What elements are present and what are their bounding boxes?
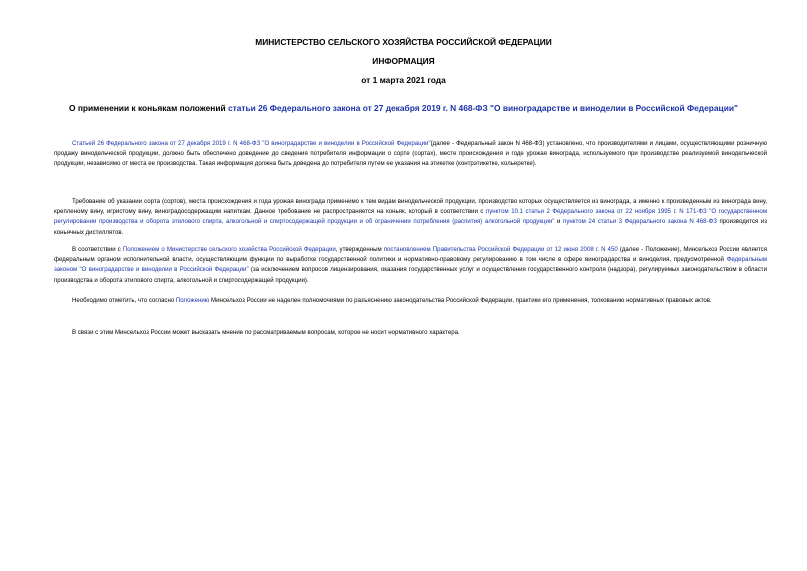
title-prefix: О применении к коньякам положений	[69, 103, 228, 113]
paragraph-3-text-a: В соответствии с	[72, 246, 123, 253]
paragraph-2-text-b: и	[554, 218, 564, 226]
ministry-heading: МИНИСТЕРСТВО СЕЛЬСКОГО ХОЗЯЙСТВА РОССИЙСКОЙ ФЕДЕРАЦИИ	[255, 37, 552, 47]
paragraph-2	[54, 197, 767, 238]
ministry-regulation-link[interactable]: Положением о Министерстве сельского хозяйства Российской Федерации	[122, 246, 336, 253]
paragraph-4-text-b: Минсельхоз России не наделен полномочиями по разъяснению законодательства Российской Федерации, практики его применения, толкованию нормативных правовых актов.	[209, 297, 712, 304]
paragraph-2-text-a: Требование об указании сорта (сортов), места происхождения и года урожая винограда применимо к тем видам винодельческой продукции, производство которых осуществляется из винограда, а именно к произведенным из винограда вину, крепленому вину, игристому вину, виноградосодержащим напиткам. Данное требование не распространяется на коньяк, который в соответствии с	[54, 198, 767, 216]
paragraph-3-text-c: (далее - Положение), Минсельхоз России является федеральным органом исполнительной власти, осуществляющим функции по выработке государственной политики и нормативно-правовому регулированию в том числе в сфере виноградарства и виноделия, предусмотренной	[54, 246, 768, 264]
paragraph-2-text-c: производится из коньячных дистиллятов.	[54, 218, 767, 236]
paragraph-4-text-a: Необходимо отметить, что согласно	[72, 297, 176, 304]
doc-date: от 1 марта 2021 года	[361, 75, 446, 85]
paragraph-3-text-b: , утвержденным	[335, 246, 384, 253]
paragraph-5-text: В связи с этим Минсельхоз России может высказать мнение по рассматриваемым вопросам, которое не носит нормативного характера.	[72, 329, 460, 336]
paragraph-1	[54, 139, 767, 170]
federal-law-viticulture-link[interactable]: Федеральным законом "О виноградарстве и виноделии в Российской Федерации"	[54, 256, 767, 274]
law-468-point-24-link[interactable]: пунктом 24 статьи 3 Федерального закона N 468-ФЗ	[563, 218, 717, 226]
paragraph-1-text: (далее - Федеральный закон N 468-ФЗ) установлено, что производителями и лицами, осуществляющими розничную продажу винодельческой продукции, должно быть обеспечено доведение до сведения потребителя информации о сорте (сортах), месте происхождения и годе урожая винограда, используемого при производстве реализуемой винодельческой продукции, независимо от места ее производства. Такая информация должна быть доведена до потребителя путем ее указания на этикетке (контрэтикетке, кольеретке).	[54, 140, 767, 168]
doc-type-heading: ИНФОРМАЦИЯ	[372, 56, 435, 66]
paragraph-3-text-d: (за исключением вопросов лицензирования, оказания государственных услуг и осуществления государственного контроля (надзора), регулируемых законодательством в области производства и оборота этилового спирта, алкогольной и спиртосодержащей продукции).	[54, 266, 768, 284]
law-171-point-10-1-link[interactable]: пунктом 10.1 статьи 2 Федерального закона от 22 ноября 1995 г. N 171-ФЗ "О государственном регулировании производства и оборота этилового спирта, алкогольной и спиртосодержащей продукции и об ограничении потребления (распития) алкогольной продукции"	[54, 208, 768, 226]
regulation-link[interactable]: Положению	[175, 297, 210, 304]
paragraph-3	[54, 245, 767, 286]
paragraph-5	[54, 328, 767, 338]
government-decree-450-link[interactable]: постановлением Правительства Российской Федерации от 12 июня 2008 г. N 450	[383, 246, 618, 253]
paragraph-4	[54, 296, 767, 306]
title-law-link[interactable]: статьи 26 Федерального закона от 27 декабря 2019 г. N 468-ФЗ "О виноградарстве и виноделии в Российской Федерации"	[227, 103, 738, 113]
law-468-article-26-link[interactable]: Статьей 26 Федерального закона от 27 декабря 2019 г. N 468-ФЗ "О виноградарстве и виноделии в Российской Федерации"	[72, 140, 431, 147]
document-title	[0, 103, 807, 114]
